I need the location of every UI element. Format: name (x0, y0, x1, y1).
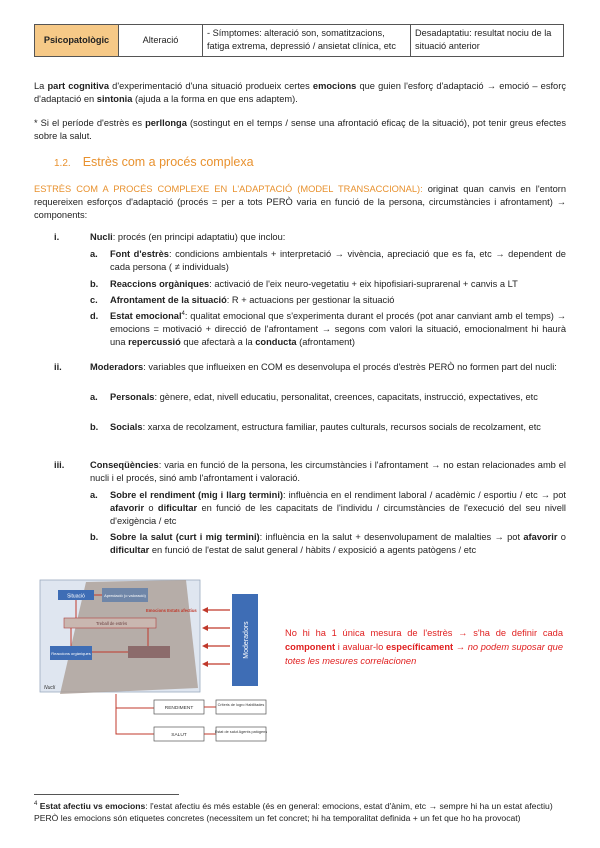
stress-model-diagram (36, 576, 268, 766)
salut-label: SALUT (171, 733, 187, 738)
table-cell-kind: Alteració (119, 25, 203, 57)
table-cell-type: Psicopatològic (35, 25, 119, 57)
document-page: Psicopatològic Alteració - Símptomes: alteració son, somatitzacions, fatiga extrema, depressió / ansietat clínica, etc Desadaptatiu: resultat nociu de la situació anterior La part cognitiva d'experimentació d'una situació produeix certes emocions que guien l'esforç d'adaptació → emoció – esforç d'adaptació en sintonia (ajuda a la forma en que ens adaptem). * Si el període d'estrès es perllonga (sostingut en el temps / sense una afrontació eficaç de la situació), pot tenir greus efectes sobre la salut. 1.2. Estrès com a procés complexa ESTRÈS COM A PROCÉS COMPLEXE EN L'ADAPTACIÓ (MODEL TRANSACCIONAL): originat quan canvis en l'entorn requereixen esforços d'adaptació (procés = per a tots PERÒ varia en funció de la persona, circumstàncies i afrontament) → components: i. Nucli: procés (en principi adaptatiu) que inclou: a. Font d'estrès: condicions ambientals + interpretació → vivència, apreciació que es fa, etc → dependent de cada persona ( ≠ individuals) b. Reaccions orgàniques: activació de l'eix neuro-vegetatiu + eix hipofisiari-suprarenal + canvis a LT c. Afrontament de la situació: R + actuacions per gestionar la situació d. Estat emocional$^4$: qualitat emocional que s'experimenta durant el procés (pot anar canviant amb el temps) → emocions = motivació + direcció de l'afrontament → segons com valori la situació, emocionalment hi haurà una repercussió que afectarà a la conducta (afrontament) ii. Moderadors: variables que influeixen en COM es desenvolupa el procés d'estrès PERÒ no formen part del nucli: a. Personals: gènere, edat, nivell educatiu, personalitat, creences, capacitats, instrucció, expectatives, etc b. Socials: xarxa de recolzament, estructura familiar, pautes culturals, recursos socials de recolzament, etc iii. Conseqüències: varia en funció de la persona, les circumstàncies i l'afrontament → no estan relacionades amb el nucli i el procés, sinó amb l'afrontament i valoració. a. Sobre el rendiment (mig i llarg termini): influència en el rendiment laboral / acadèmic / esportiu / etc → pot afavorir o dificultar en funció de les capacitats de l'individu / circumstàncies de l'execució del seu nivell d'exigència / etc b. Sobre la salut (curt i mig termini): influència en la salut + desenvolupament de malalties → pot afavorir o dificultar en funció de l'estat de salut general / hàbits / exposició a agents patògens / etc Situació Apreciació (o valoració) Emocions Estats afectius Treball de estrès Reaccions orgàniques Nucli Moderadors RENDIMENT Criteris de logro Habilitades SALUT Estat de salut Agents patògens No hi ha 1 única mesura de l'estrès → s'ha de definir cada component i avaluar-lo específicament → no podem suposar que totes les mesures correlacionen $^4$ Estat afectiu vs emocions: l'estat afectiu és més estable (és en general: emocions, estat d'ànim, etc → sempre hi ha un estat afectiu) PERÒ les emocions són etiquetes concretes (necessitem un fet concret; hi ha temporalitat definida + un fet que ho ha provocat) (0, 0, 600, 848)
footnote: $^4$ Estat afectiu vs emocions: l'estat afectiu és més estable (és en general: emocions, estat d'ànim, etc → sempre hi ha un estat afectiu) PERÒ les emocions són etiquetes concretes (necessitem un fet concret; hi ha temporalitat definida + un fet que ho ha provocat) (34, 801, 553, 823)
criteris-label: Criteris de logro Habilitades (217, 703, 265, 707)
reaccions-label: Reaccions orgàniques (51, 651, 91, 656)
table-cell-result: Desadaptatiu: resultat nociu de la situació anterior (411, 25, 564, 57)
rendiment-label: RENDIMENT (164, 706, 194, 711)
situacio-label: Situació (67, 593, 85, 600)
table-row (35, 25, 564, 57)
apreciacio-label: Apreciació (o valoració) (104, 593, 146, 598)
intro-paragraph-1: La part cognitiva d'experimentació d'una situació produeix certes emocions que guien l'esforç d'adaptació → emoció – esforç d'adaptació en sintonia (ajuda a la forma en que ens adaptem). (34, 81, 566, 105)
footnote-divider (34, 794, 179, 795)
disorder-table (34, 24, 564, 57)
emocions-label: Emocions Estats afectius (146, 608, 197, 613)
table-cell-symptoms: - Símptomes: alteració son, somatitzacions, fatiga extrema, depressió / ansietat clínica, etc (203, 25, 411, 57)
intro-paragraph-2: * Si el període d'estrès es perllonga (sostingut en el temps / sense una afrontació eficaç de la situació), pot tenir greus efectes sobre la salut. (34, 118, 567, 142)
nucli-label: Nucli (44, 685, 56, 691)
section-heading (54, 154, 254, 172)
estat-salut-label: Estat de salut Agents patògens (214, 730, 268, 734)
treball-label: Treball de estrès (96, 621, 128, 626)
section-title: Estrès com a procés complexa (82, 155, 254, 169)
moderadors-label: Moderadors (243, 621, 250, 659)
afrontament-box (128, 646, 170, 658)
section-lead: ESTRÈS COM A PROCÉS COMPLEXE EN L'ADAPTACIÓ (MODEL TRANSACCIONAL): originat quan canvis en l'entorn requereixen esforços d'adaptació (procés = per a tots PERÒ varia en funció de la persona, circumstàncies i afrontament) → components: (34, 184, 567, 221)
measurement-note: No hi ha 1 única mesura de l'estrès → s'ha de definir cada component i avaluar-lo específicament → no podem suposar que totes les mesures correlacionen (285, 628, 564, 666)
section-number: 1.2. (54, 158, 71, 169)
